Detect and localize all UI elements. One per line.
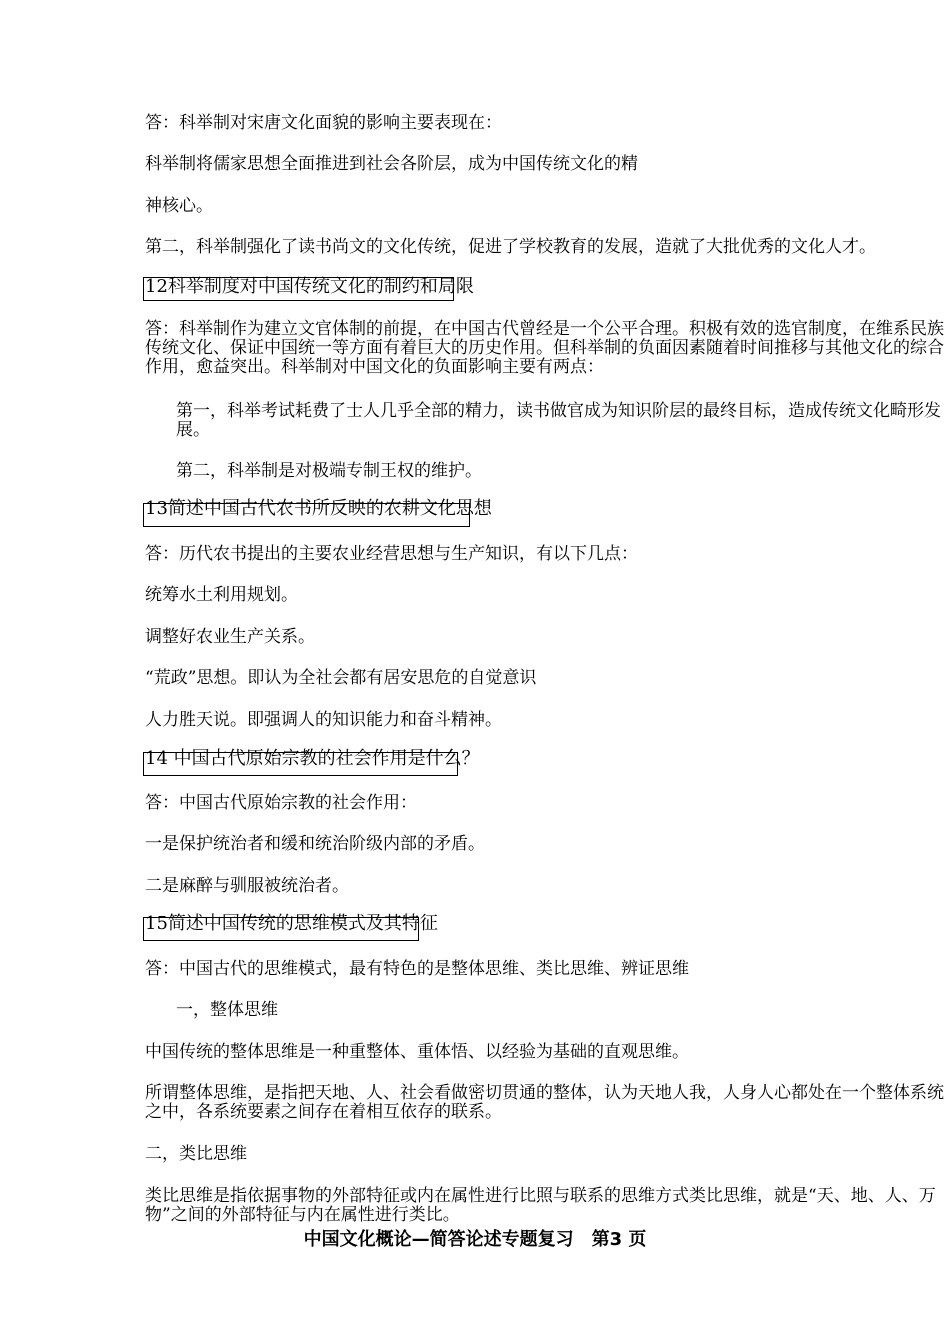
list-item: “荒政”思想。即认为全社会都有居安思危的自觉意识 <box>145 668 537 688</box>
answer-paragraph: 答：历代农书提出的主要农业经营思想与生产知识，有以下几点： <box>145 544 638 564</box>
section-heading: 一，整体思维 <box>176 1000 278 1020</box>
paragraph: 所谓整体思维，是指把天地、人、社会看做密切贯通的整体，认为天地人我，人身人心都处在一个整体系统之中，各系统要素之间存在着相互依存的联系。 <box>145 1083 944 1122</box>
list-item: 二是麻醉与驯服被统治者。 <box>145 876 349 896</box>
list-item: 调整好农业生产关系。 <box>145 627 315 647</box>
paragraph: 神核心。 <box>145 196 213 216</box>
answer-paragraph: 答：科举制对宋唐文化面貌的影响主要表现在： <box>145 113 502 133</box>
paragraph: 第二，科举制是对极端专制王权的维护。 <box>176 461 482 481</box>
question-heading-14: 14 中国古代原始宗教的社会作用是什么？ <box>145 748 480 769</box>
paragraph: 第二，科举制强化了读书尚文的文化传统，促进了学校教育的发展，造就了大批优秀的文化人才。 <box>145 237 876 257</box>
answer-paragraph: 答：中国古代原始宗教的社会作用： <box>145 793 417 813</box>
list-item: 统筹水土利用规划。 <box>145 585 298 605</box>
paragraph: 第一，科举考试耗费了士人几乎全部的精力，读书做官成为知识阶层的最终目标，造成传统文化畸形发展。 <box>176 401 941 440</box>
answer-paragraph: 答：科举制作为建立文官体制的前提，在中国古代曾经是一个公平合理。积极有效的选官制度，在维系民族传统文化、保证中国统一等方面有着巨大的历史作用。但科举制的负面因素随着时间推移与其他文化的综合作用，愈益突出。科举制对中国文化的负面影响主要有两点： <box>145 319 944 377</box>
paragraph: 科举制将儒家思想全面推进到社会各阶层，成为中国传统文化的精 <box>145 154 638 174</box>
question-heading-13: 13简述中国古代农书所反映的农耕文化思想 <box>145 498 492 519</box>
question-heading-12: 12科举制度对中国传统文化的制约和局限 <box>145 276 474 297</box>
list-item: 人力胜天说。即强调人的知识能力和奋斗精神。 <box>145 710 502 730</box>
answer-paragraph: 答：中国古代的思维模式，最有特色的是整体思维、类比思维、辨证思维 <box>145 959 689 979</box>
page-footer: 中国文化概论—简答论述专题复习 第3 页 <box>303 1229 647 1250</box>
question-heading-15: 15简述中国传统的思维模式及其特征 <box>145 913 438 934</box>
paragraph: 中国传统的整体思维是一种重整体、重体悟、以经验为基础的直观思维。 <box>145 1042 689 1062</box>
list-item: 一是保护统治者和缓和统治阶级内部的矛盾。 <box>145 834 485 854</box>
paragraph: 类比思维是指依据事物的外部特征或内在属性进行比照与联系的思维方式类比思维，就是“天、地、人、万物”之间的外部特征与内在属性进行类比。 <box>145 1186 936 1225</box>
section-heading: 二，类比思维 <box>145 1144 247 1164</box>
